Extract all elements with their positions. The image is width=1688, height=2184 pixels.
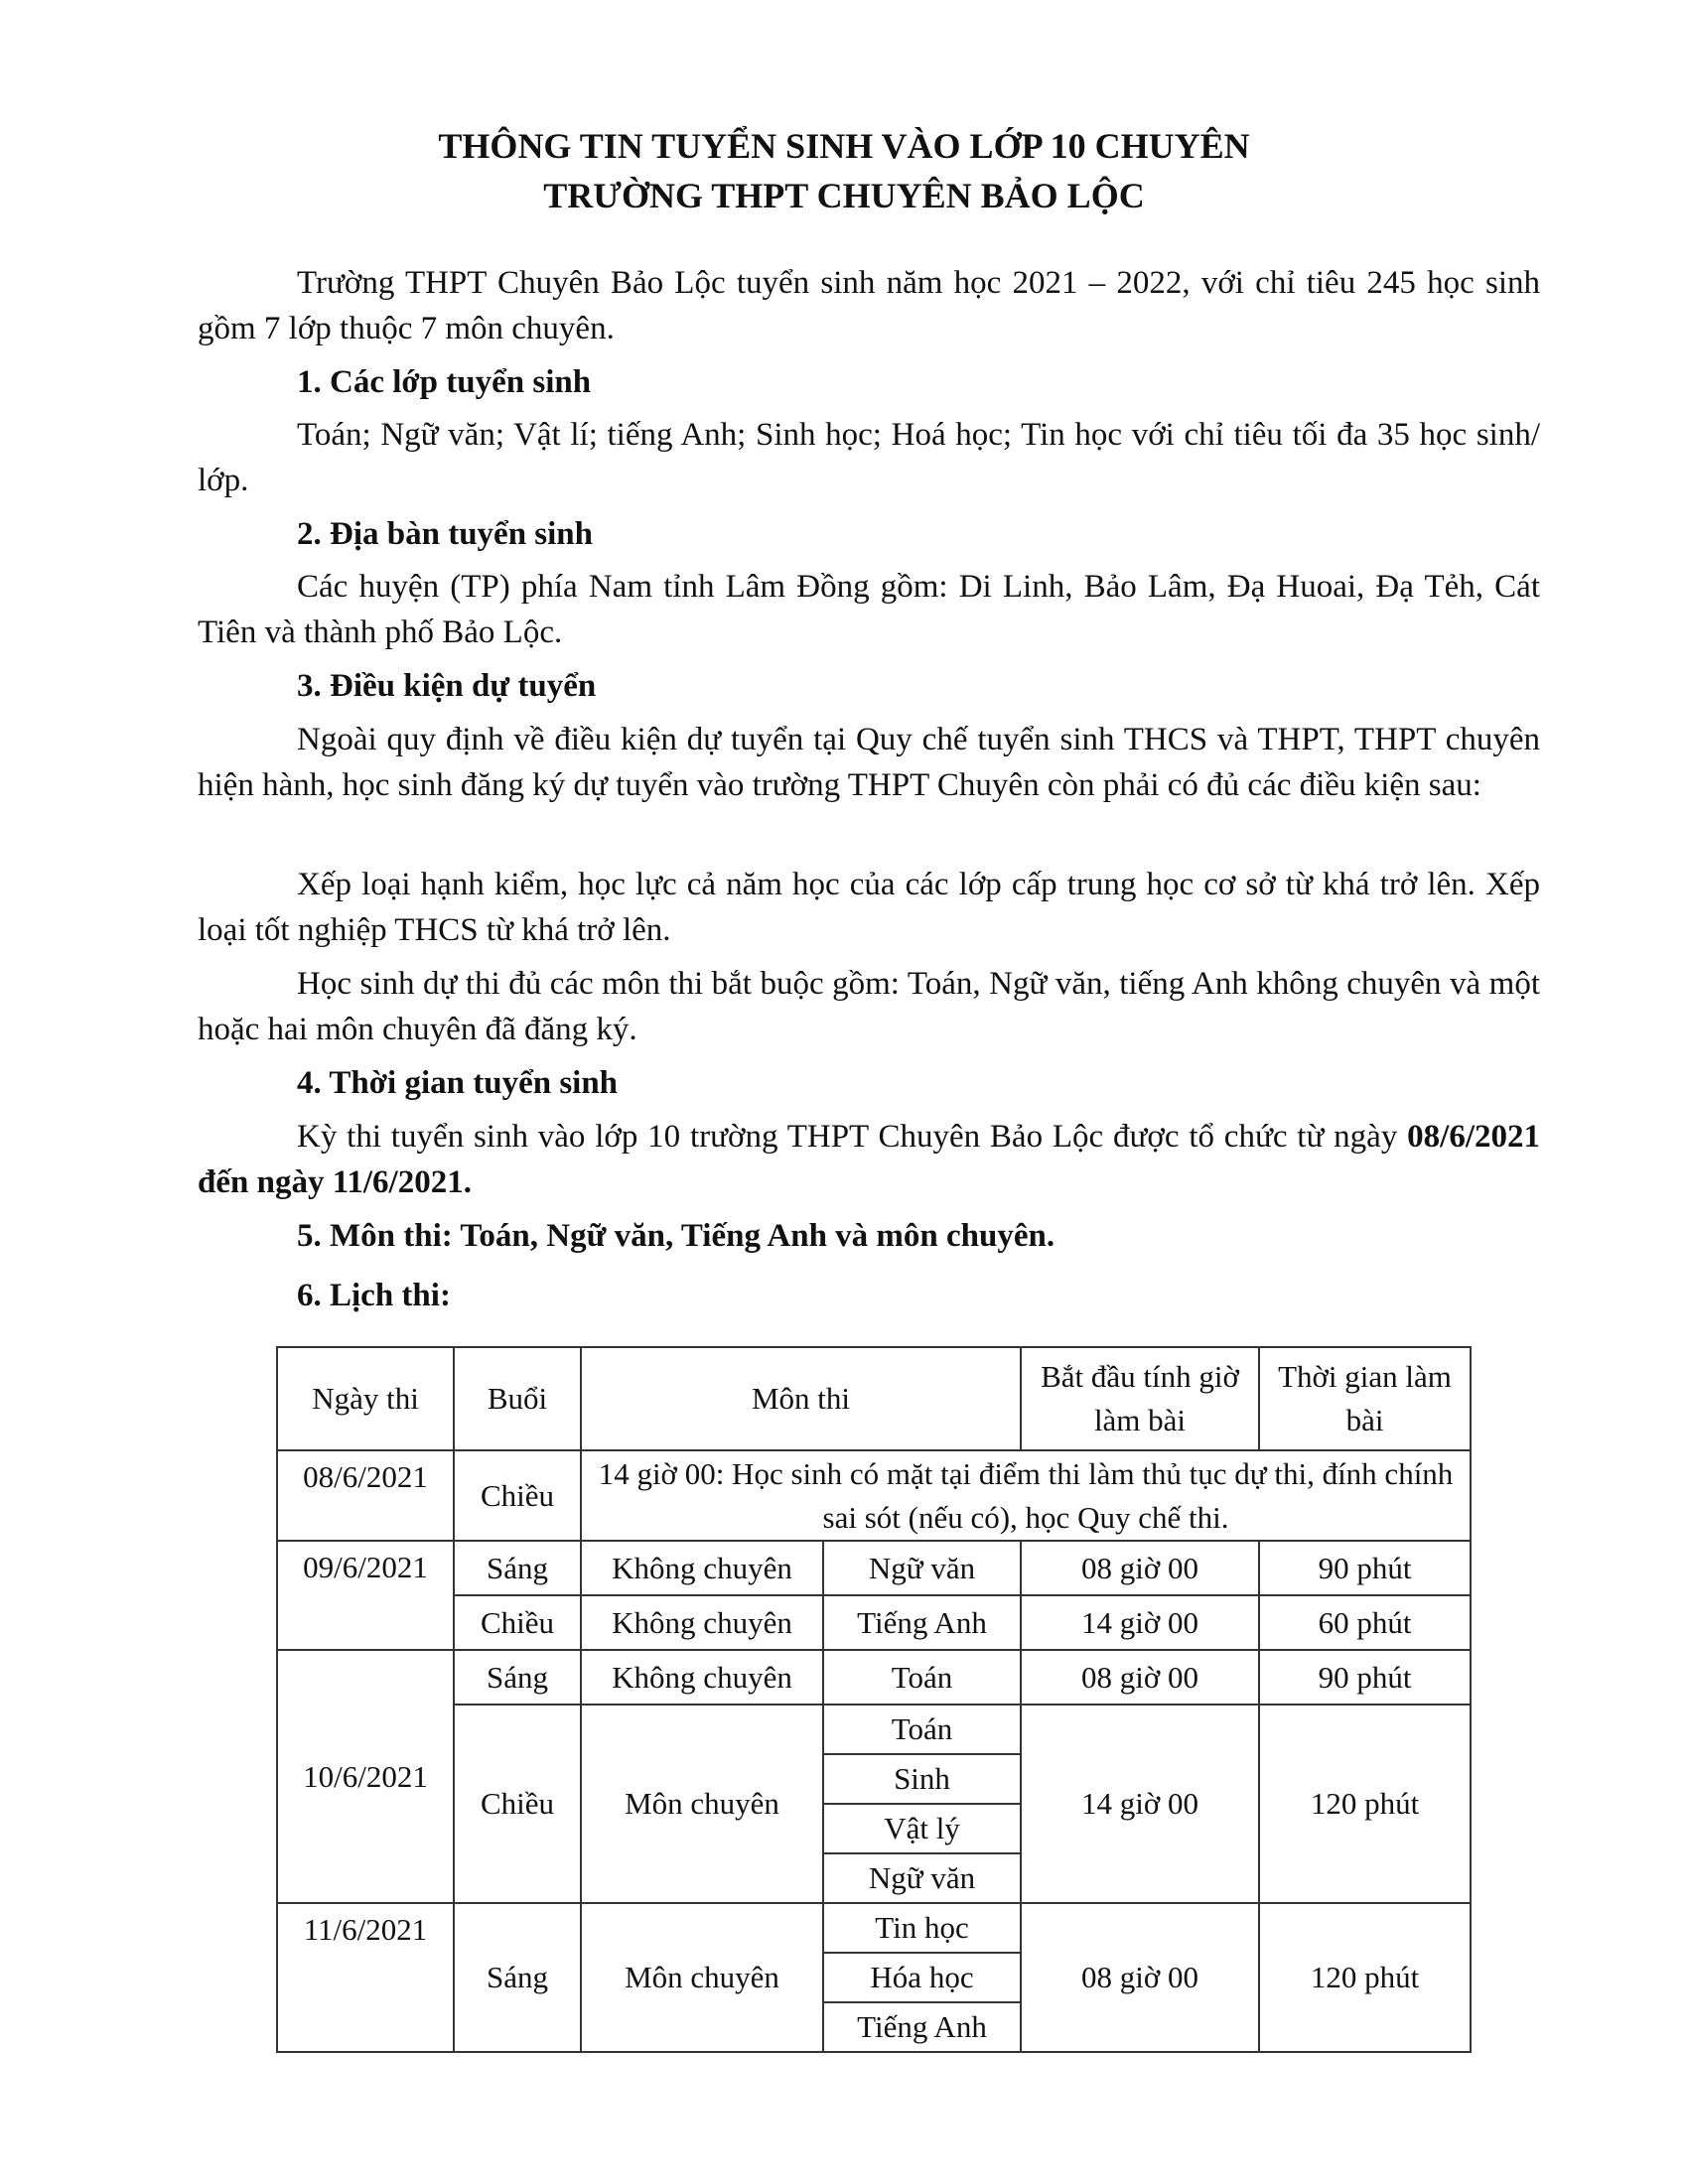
title-line-2: TRƯỜNG THPT CHUYÊN BẢO LỘC	[543, 176, 1145, 215]
header-start: Bắt đầu tính giờ làm bài	[1021, 1347, 1259, 1450]
section-4-heading: 4. Thời gian tuyển sinh	[297, 1065, 619, 1101]
section-6-heading: 6. Lịch thi:	[297, 1278, 451, 1313]
duration-cell: 120 phút	[1259, 1705, 1471, 1903]
exam-schedule-table	[276, 1346, 1472, 2053]
subject-cell: Toán	[823, 1705, 1021, 1754]
start-cell: 14 giờ 00	[1021, 1595, 1259, 1650]
subject-cell: Tin học	[823, 1903, 1021, 1953]
section-1-paragraph: Toán; Ngữ văn; Vật lí; tiếng Anh; Sinh học; Hoá học; Tin học với chỉ tiêu tối đa 35 học sinh/ lớp.	[198, 417, 1540, 498]
session-cell: Sáng	[454, 1650, 581, 1705]
date-cell: 09/6/2021	[277, 1541, 454, 1650]
section-4-dates: 08/6/2021 đến ngày 11/6/2021.	[198, 1119, 1540, 1200]
section-1-heading: 1. Các lớp tuyển sinh	[297, 364, 592, 400]
section-3-paragraph-3: Học sinh dự thi đủ các môn thi bắt buộc gồm: Toán, Ngữ văn, tiếng Anh không chuyên và một hoặc hai môn chuyên đã đăng ký.	[198, 966, 1540, 1047]
start-cell: 08 giờ 00	[1021, 1903, 1259, 2052]
subject-cell: Ngữ văn	[823, 1541, 1021, 1595]
section-4-paragraph	[198, 1114, 1540, 1205]
start-cell: 14 giờ 00	[1021, 1705, 1259, 1903]
intro-paragraph: Trường THPT Chuyên Bảo Lộc tuyển sinh năm học 2021 – 2022, với chỉ tiêu 245 học sinh gồm 7 lớp thuộc 7 môn chuyên.	[198, 265, 1540, 346]
subject-cell: Ngữ văn	[823, 1853, 1021, 1903]
subject-cell: Hóa học	[823, 1953, 1021, 2002]
table-row	[277, 1650, 1471, 1705]
table-row	[277, 1705, 1471, 1754]
subject-cell: Sinh	[823, 1754, 1021, 1804]
date-cell: 11/6/2021	[277, 1903, 454, 2052]
type-cell: Môn chuyên	[581, 1705, 823, 1903]
type-cell: Môn chuyên	[581, 1903, 823, 2052]
note-cell: 14 giờ 00: Học sinh có mặt tại điểm thi làm thủ tục dự thi, đính chính sai sót (nếu có), học Quy chế thi.	[581, 1450, 1471, 1541]
section-2-paragraph: Các huyện (TP) phía Nam tỉnh Lâm Đồng gồm: Di Linh, Bảo Lâm, Đạ Huoai, Đạ Tẻh, Cát Tiên và thành phố Bảo Lộc.	[198, 569, 1540, 650]
header-duration: Thời gian làm bài	[1259, 1347, 1471, 1450]
subject-cell: Toán	[823, 1650, 1021, 1705]
type-cell: Không chuyên	[581, 1595, 823, 1650]
section-3-heading: 3. Điều kiện dự tuyển	[297, 668, 597, 704]
header-session: Buổi	[454, 1347, 581, 1450]
session-cell: Sáng	[454, 1903, 581, 2052]
table-row	[277, 1541, 1471, 1595]
type-cell: Không chuyên	[581, 1541, 823, 1595]
title-line-1: THÔNG TIN TUYỂN SINH VÀO LỚP 10 CHUYÊN	[438, 126, 1250, 166]
start-cell: 08 giờ 00	[1021, 1541, 1259, 1595]
header-date: Ngày thi	[277, 1347, 454, 1450]
session-cell: Chiều	[454, 1705, 581, 1903]
subject-cell: Vật lý	[823, 1804, 1021, 1853]
subject-cell: Tiếng Anh	[823, 2002, 1021, 2052]
table-row	[277, 1903, 1471, 1953]
table-row	[277, 1450, 1471, 1541]
duration-cell: 90 phút	[1259, 1541, 1471, 1595]
duration-cell: 60 phút	[1259, 1595, 1471, 1650]
section-3-paragraph-2: Xếp loại hạnh kiểm, học lực cả năm học của các lớp cấp trung học cơ sở từ khá trở lên. Xếp loại tốt nghiệp THCS từ khá trở lên.	[198, 867, 1540, 948]
session-cell: Chiều	[454, 1450, 581, 1541]
table-header-row	[277, 1347, 1471, 1450]
table-row	[277, 1595, 1471, 1650]
section-5-heading: 5. Môn thi: Toán, Ngữ văn, Tiếng Anh và môn chuyên.	[297, 1218, 1055, 1254]
date-cell: 10/6/2021	[277, 1650, 454, 1903]
type-cell: Không chuyên	[581, 1650, 823, 1705]
session-cell: Chiều	[454, 1595, 581, 1650]
session-cell: Sáng	[454, 1541, 581, 1595]
section-2-heading: 2. Địa bàn tuyển sinh	[297, 516, 594, 552]
duration-cell: 120 phút	[1259, 1903, 1471, 2052]
start-cell: 08 giờ 00	[1021, 1650, 1259, 1705]
section-3-paragraph-1: Ngoài quy định về điều kiện dự tuyển tại Quy chế tuyển sinh THCS và THPT, THPT chuyên hiện hành, học sinh đăng ký dự tuyển vào trường THPT Chuyên còn phải có đủ các điều kiện sau:	[198, 722, 1540, 803]
date-cell: 08/6/2021	[277, 1450, 454, 1541]
duration-cell: 90 phút	[1259, 1650, 1471, 1705]
section-4-text: Kỳ thi tuyển sinh vào lớp 10 trường THPT Chuyên Bảo Lộc được tổ chức từ ngày	[297, 1119, 1408, 1155]
header-subject: Môn thi	[581, 1347, 1021, 1450]
subject-cell: Tiếng Anh	[823, 1595, 1021, 1650]
